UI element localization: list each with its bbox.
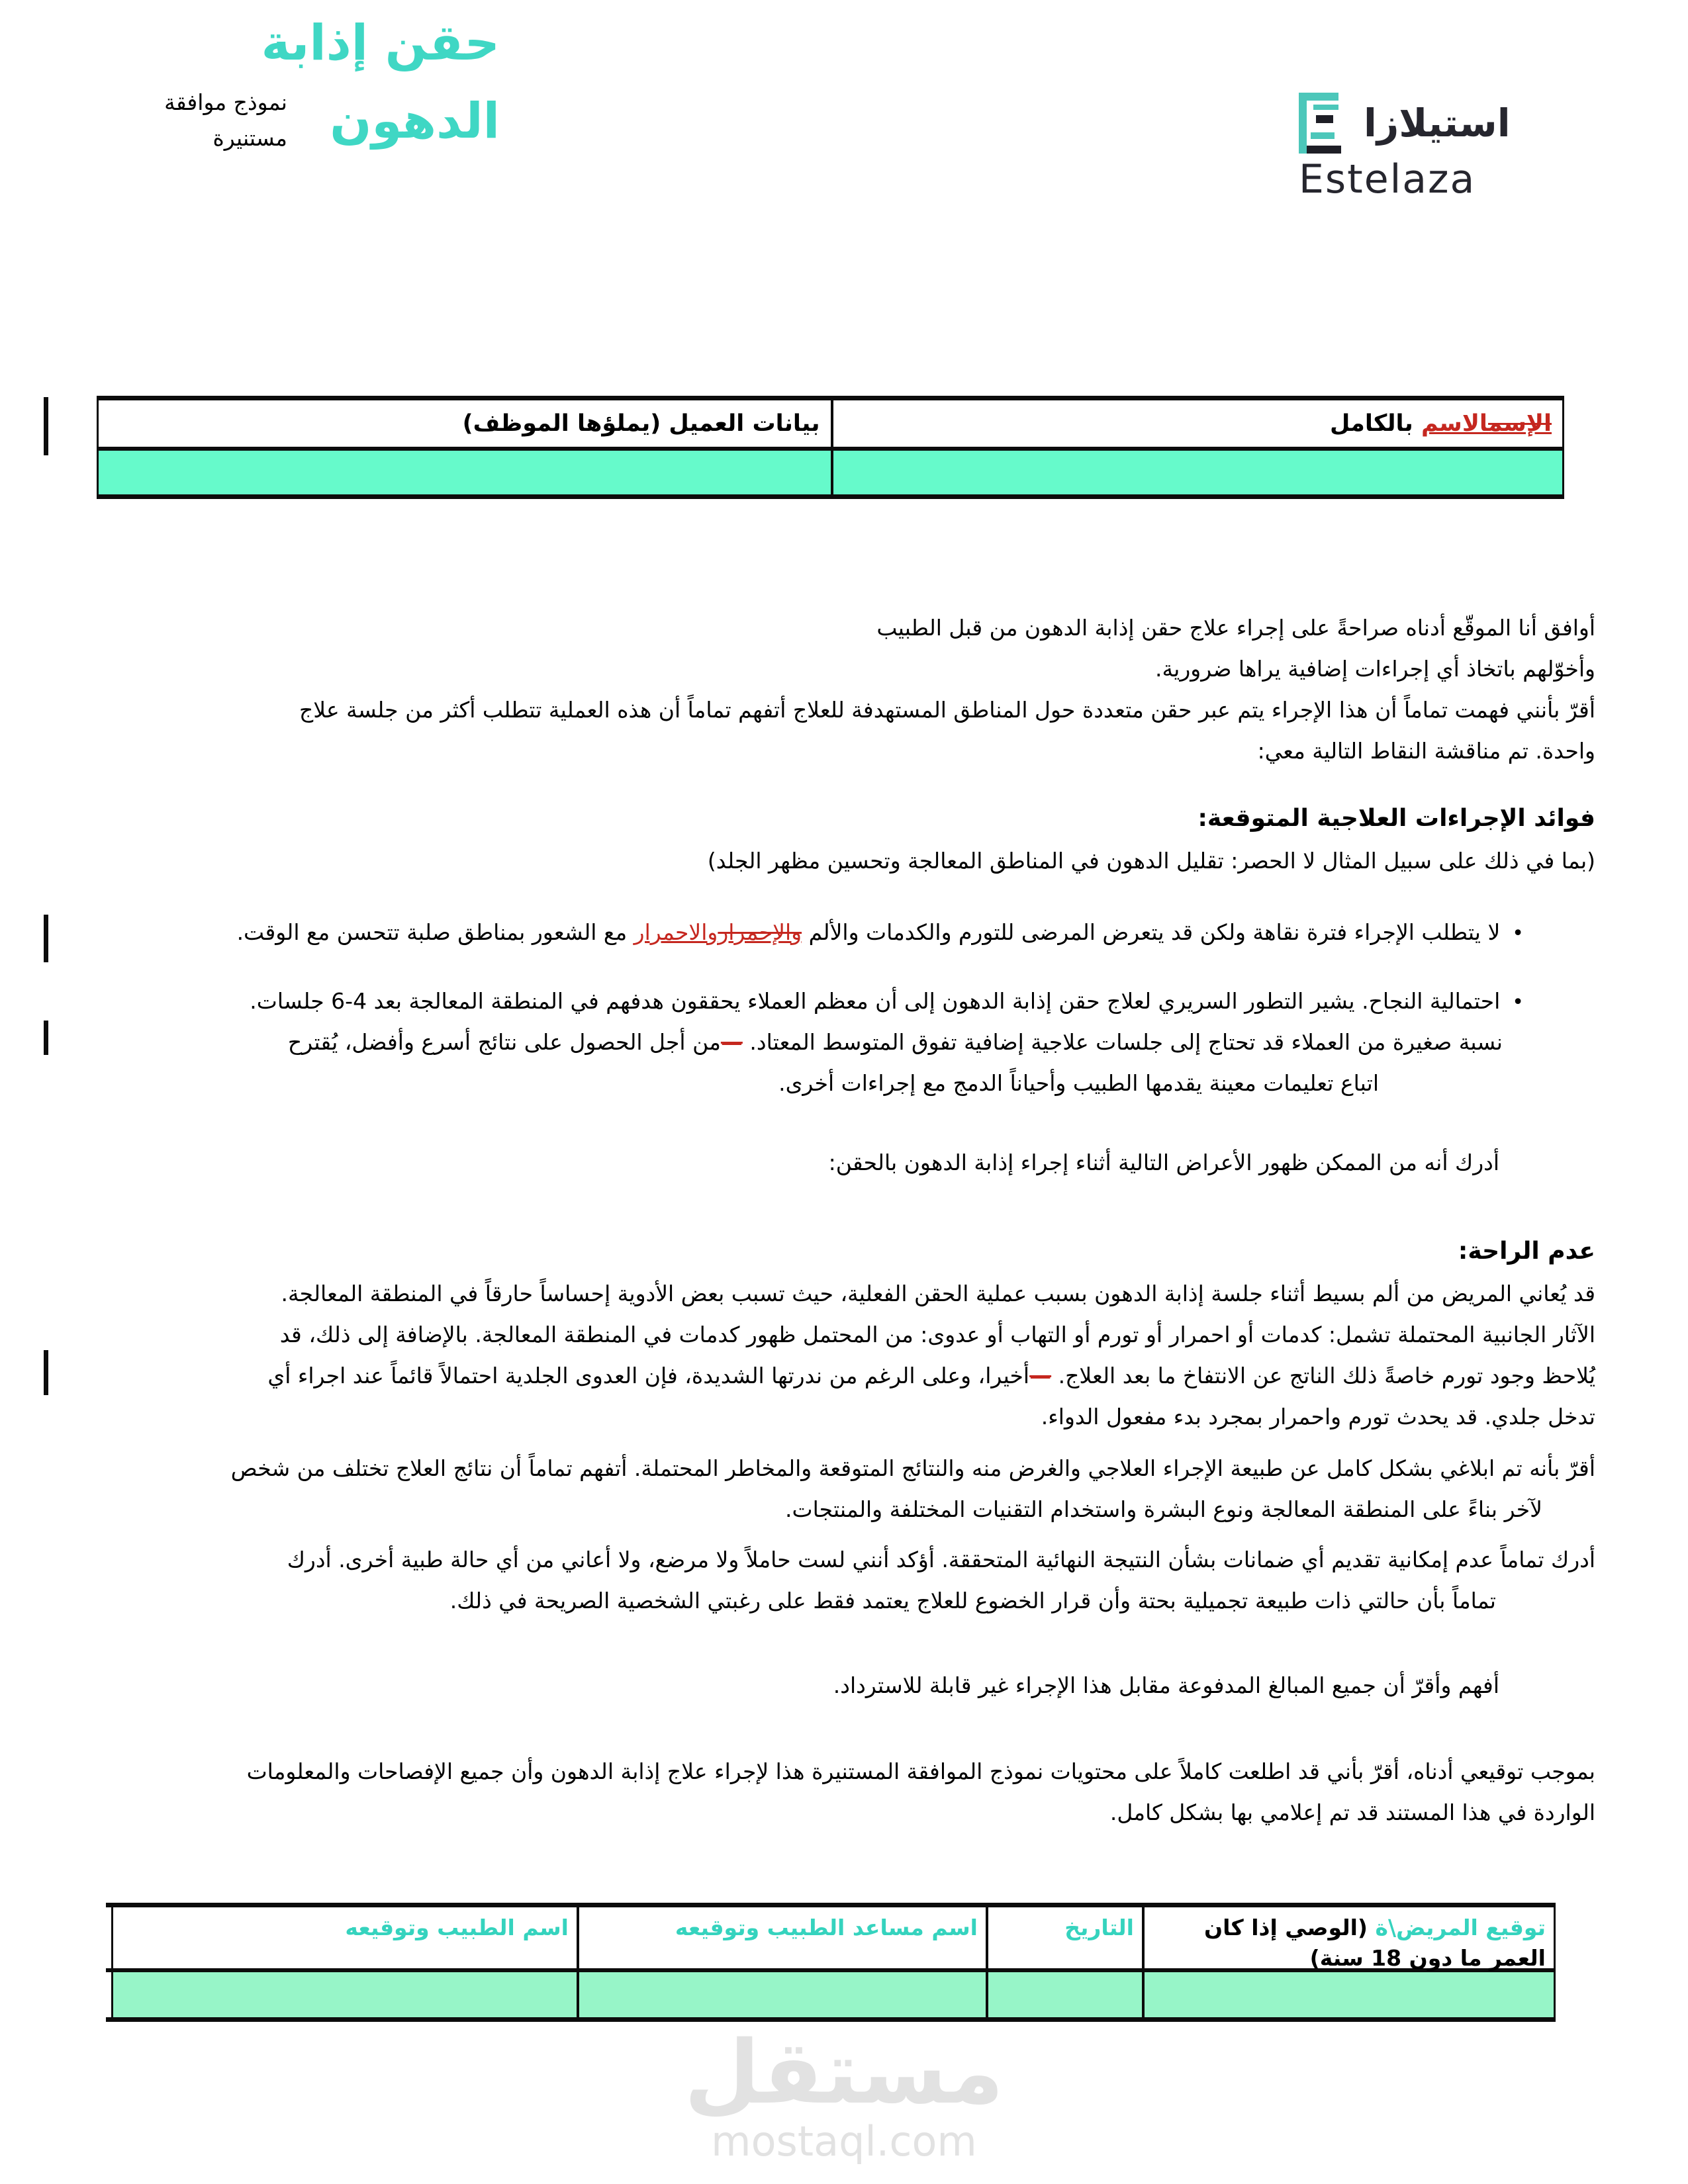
bullet1-text-after: مع الشعور بمناطق صلبة تتحسن مع الوقت. [236,919,634,945]
benefits-bullet-2-line-2 [288,1024,1503,1060]
patient-signature-header-cell [1142,1907,1556,1971]
signature-input-row [106,1972,1556,2017]
signature-table [106,1903,1556,2022]
bullet1-deleted-word: والإحمرار [718,919,802,945]
revision-bar [44,1021,48,1055]
benefits-bullet-1 [237,915,1524,952]
bullet1-text-before: لا يتطلب الإجراء فترة نقاهة ولكن قد يتعرض المرضى للتورم والكدمات والألم [802,919,1501,945]
benefits-note: (بما في ذلك على سبيل المثال لا الحصر: تقليل الدهون في المناطق المعالجة وتحسين مظهر الجلد) [707,848,1595,874]
intro-line-4: واحدة. تم مناقشة النقاط التالية معي: [1257,738,1595,764]
client-data-input[interactable] [99,451,831,494]
ack2-line-1: أدرك تماماً عدم إمكانية تقديم أي ضمانات بشأن النتيجة النهائية المتحققة. أؤكد أنني لست حاملاً ولا مرضع، ولا أعاني من أي حالة طبية أخرى. أدرك [287,1547,1595,1572]
bullet2-line2-before: نسبة صغيرة من العملاء قد تحتاج إلى جلسات علاجية إضافية تفوق المتوسط المعتاد. [742,1029,1503,1055]
discomfort-line3-before: يُلاحظ وجود تورم خاصةً ذلك الناتج عن الانتفاخ ما بعد العلاج. [1051,1363,1595,1388]
revision-bar [44,1350,48,1395]
discomfort-heading: عدم الراحة: [1458,1238,1595,1265]
ack1-line-2: لآخر بناءً على المنطقة المعالجة ونوع البشرة واستخدام التقنيات المختلفة والمنتجات. [785,1496,1542,1522]
benefits-heading: فوائد الإجراءات العلاجية المتوقعة: [1197,805,1595,832]
doctor-header-cell: اسم الطبيب وتوقيعه [111,1907,577,1968]
brand-name-latin: Estelaza [1299,156,1476,203]
ack2-line-2: تماماً بأن حالتي ذات طبيعة تجميلية بحتة وأن قرار الخضوع للعلاج يعتمد فقط على رغبتي الشخصية الصريحة في ذلك. [449,1588,1496,1614]
bullet2-line2-after: من أجل الحصول على نتائج أسرع وأفضل، يُقترح [287,1029,721,1055]
deleted-dash-mark: — [1029,1363,1052,1388]
assistant-signature-input[interactable] [577,1972,986,2017]
revision-bar [44,397,48,455]
form-title-line2: الدهون [330,93,500,150]
discomfort-line-3 [267,1358,1595,1394]
bullet-icon: • [1512,991,1524,1014]
doctor-signature-input[interactable] [111,1972,577,2017]
bullet1-inserted-word: والاحمرار [633,919,718,945]
discomfort-line-2: الآثار الجانبية المحتملة تشمل: كدمات أو احمرار أو تورم أو التهاب أو عدوى: من المحتمل ظهور كدمات في المنطقة المعالجة. بالإضافة إلى ذلك، قد [279,1322,1595,1347]
client-info-header-row [99,400,1562,451]
patient-signature-label: توقيع المريض\ة [1375,1915,1546,1940]
client-info-input-row [99,451,1562,494]
signature-intro-line-2: الواردة في هذا المستند قد تم إعلامي بها بشكل كامل. [1109,1799,1595,1825]
staff-data-header-label: بيانات العميل (يملؤها الموظف) [462,410,820,437]
brand-logo-arabic-row [1299,93,1537,154]
mostaql-watermark-domain: mostaql.com [711,2117,977,2165]
symptoms-line: أدرك أنه من الممكن ظهور الأعراض التالية أثناء إجراء إذابة الدهون بالحقن: [828,1150,1499,1175]
name-label-deleted: الإسم [1488,410,1552,437]
client-info-table [97,396,1564,499]
brand-name-arabic: استيلازا [1364,101,1511,146]
signature-intro-line-1: بموجب توقيعي أدناه، أقرّ بأني قد اطلعت كاملاً على محتويات نموذج الموافقة المستنيرة هذا لإجراء علاج إذابة الدهون وأن جميع الإفصاحات والمعلومات [246,1758,1595,1784]
name-label-suffix: بالكامل [1329,410,1421,437]
date-input[interactable] [986,1972,1142,2017]
bullet2-line1-text: احتمالية النجاح. يشير التطور السريري لعلاج حقن إذابة الدهون إلى أن معظم العملاء يحققون هدفهم في المنطقة المعالجة بعد 4-6 جلسات. [250,988,1501,1014]
deleted-dash-mark: — [720,1029,743,1055]
mostaql-watermark-arabic: مستقل [684,2022,1004,2124]
date-header-cell: التاريخ [986,1907,1142,1968]
benefits-bullet-2-line-3: اتباع تعليمات معينة يقدمها الطبيب وأحياناً الدمج مع إجراءات أخرى. [778,1070,1379,1096]
guardian-note-label: (الوصي إذا كان العمر ما دون 18 سنة) [1203,1915,1546,1971]
full-name-header-cell [831,400,1563,447]
signature-header-row [106,1907,1556,1972]
staff-data-header-cell [99,400,831,447]
assistant-header-cell: اسم مساعد الطبيب وتوقيعه [577,1907,986,1968]
full-name-input[interactable] [831,451,1563,494]
form-title-line1: حقن إذابة [261,15,500,71]
discomfort-line3-after: أخيرا، وعلى الرغم من ندرتها الشديدة، فإن العدوى الجلدية احتمالاً قائماً عند اجراء أي [267,1363,1030,1388]
brand-logo [1299,93,1537,203]
form-subtitle: نموذج موافقة مستنيرة [164,89,287,151]
name-label-inserted: الاسم [1421,410,1489,437]
mostaql-watermark [0,2022,1688,2165]
patient-signature-input[interactable] [1142,1972,1556,2017]
intro-line-2: وأخوّلهم باتخاذ أي إجراءات إضافية يراها ضرورية. [1154,656,1595,682]
refund-line: أفهم وأقرّ أن جميع المبالغ المدفوعة مقابل هذا الإجراء غير قابلة للاسترداد. [833,1672,1499,1698]
benefits-bullet-2-line-1 [250,983,1524,1021]
intro-line-3: أقرّ بأنني فهمت تماماً أن هذا الإجراء يتم عبر حقن متعددة حول المناطق المستهدفة للعلاج أتفهم تماماً أن هذه العملية تتطلب أكثر من جلسة علاج [299,697,1595,723]
revision-bar [44,915,48,962]
bullet-icon: • [1512,922,1524,945]
intro-line-1: أوافق أنا الموقّع أدناه صراحةً على إجراء علاج حقن إذابة الدهون من قبل الطبيب [876,615,1595,641]
ack1-line-1: أقرّ بأنه تم ابلاغي بشكل كامل عن طبيعة الإجراء العلاجي والغرض منه والنتائج المتوقعة والمخاطر المحتملة. أتفهم تماماً أن نتائج العلاج تختلف من شخص [230,1455,1595,1481]
discomfort-line-1: قد يُعاني المريض من ألم بسيط أثناء جلسة إذابة الدهون بسبب عملية الحقن الفعلية، حيث تسبب بعض الأدوية إحساساً حارقاً في المنطقة المعالجة. [281,1281,1595,1306]
discomfort-line-4: تدخل جلدي. قد يحدث تورم واحمرار بمجرد بدء مفعول الدواء. [1041,1404,1595,1430]
estelaza-e-icon [1299,93,1349,154]
